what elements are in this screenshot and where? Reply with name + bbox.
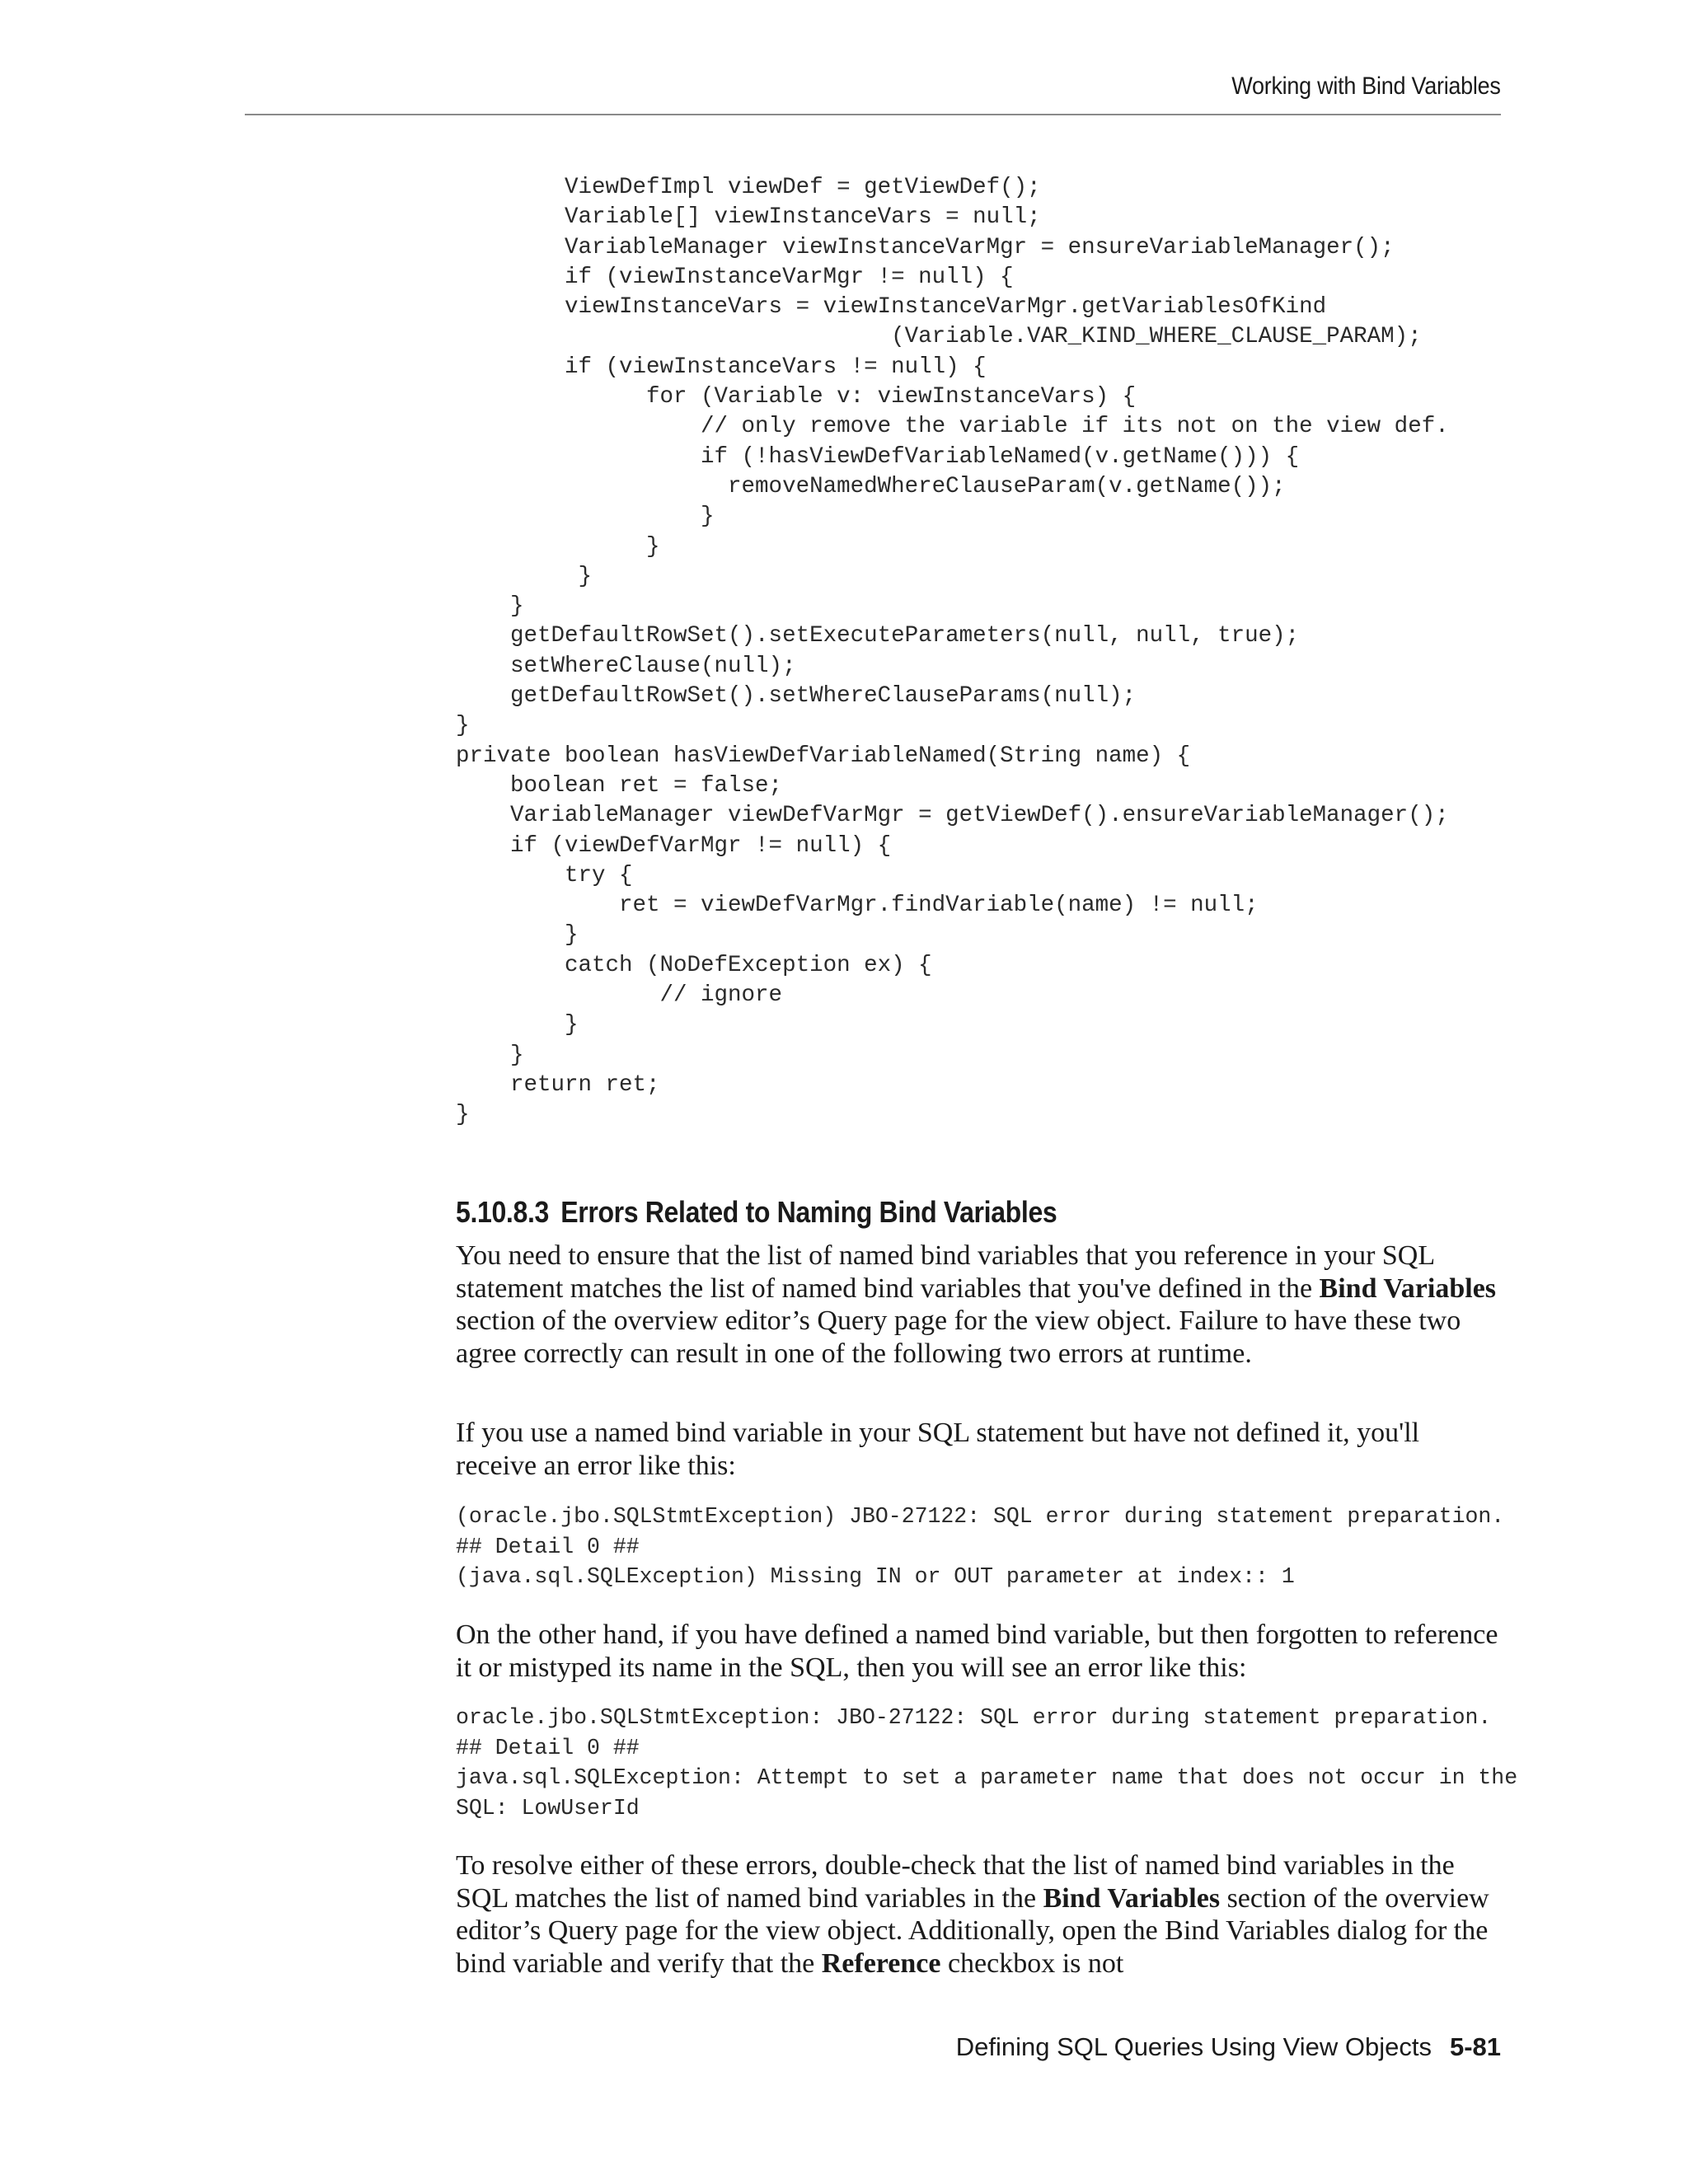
code-line: } (456, 504, 715, 530)
paragraph-text: You need to ensure that the list of named bind variables that you reference in your SQL statement matches the list of named bind variables that you've defined in the (456, 1240, 1434, 1304)
code-line: (java.sql.SQLException) Missing IN or OUT parameter at index:: 1 (456, 1564, 1295, 1589)
footer-chapter-title: Defining SQL Queries Using View Objects (955, 2032, 1432, 2061)
paragraph-text: section of the overview editor’s Query page for the view object. Failure to have these two agree correctly can result in one of the following two errors at runtime. (456, 1305, 1461, 1369)
code-line: VariableManager viewInstanceVarMgr = ensureVariableManager(); (456, 234, 1395, 260)
bold-term-bind-variables: Bind Variables (1319, 1272, 1497, 1304)
code-line: catch (NoDefException ex) { (456, 952, 932, 978)
error-example-unknown-parameter (456, 1703, 1517, 1823)
code-line: (Variable.VAR_KIND_WHERE_CLAUSE_PARAM); (456, 324, 1422, 350)
code-line: ## Detail 0 ## (456, 1534, 640, 1559)
code-line: } (456, 1102, 470, 1128)
bold-term-bind-variables: Bind Variables (1043, 1882, 1221, 1914)
code-line: } (456, 533, 660, 560)
code-line: } (456, 1012, 579, 1038)
code-line: ## Detail 0 ## (456, 1735, 640, 1760)
paragraph-resolution (456, 1849, 1503, 1980)
code-line: if (viewInstanceVars != null) { (456, 354, 987, 380)
bold-term-reference: Reference (821, 1947, 941, 1979)
paragraph-undefined-variable: If you use a named bind variable in your SQL statement but have not defined it, you'll receive an error like this: (456, 1418, 1420, 1481)
paragraph-text: To resolve either of these errors, double-check that the list of named bind variables in the SQL matches the list of named bind variables in the (456, 1850, 1455, 1914)
code-line: (oracle.jbo.SQLStmtException) JBO-27122: SQL error during statement preparation. (456, 1504, 1505, 1529)
code-line: getDefaultRowSet().setWhereClauseParams(null); (456, 683, 1137, 710)
code-block (456, 173, 1449, 1131)
code-line: java.sql.SQLException: Attempt to set a parameter name that does not occur in the (456, 1765, 1518, 1790)
code-line: if (!hasViewDefVariableNamed(v.getName())) { (456, 443, 1300, 470)
code-line: SQL: LowUserId (456, 1795, 640, 1821)
code-line: } (456, 713, 470, 739)
code-line: try { (456, 862, 633, 888)
code-line: // ignore (456, 982, 783, 1009)
code-line: } (456, 1042, 524, 1068)
paragraph-text: section of the overview editor’s Query page for the view object. Additionally, open the Bind Variables dialog for the bind variable and verify that the (456, 1882, 1489, 1979)
code-line: } (456, 922, 579, 949)
code-line: removeNamedWhereClauseParam(v.getName()); (456, 473, 1286, 499)
paragraph-naming-requirement (456, 1240, 1503, 1370)
code-line: ret = viewDefVarMgr.findVariable(name) != null; (456, 893, 1259, 919)
paragraph-unreferenced-variable: On the other hand, if you have defined a named bind variable, but then forgotten to reference it or mistyped its name in the SQL, then you will see an error like this: (456, 1619, 1498, 1683)
code-line: // only remove the variable if its not on the view def. (456, 414, 1449, 440)
running-header: Working with Bind Variables (1231, 73, 1501, 100)
code-line: viewInstanceVars = viewInstanceVarMgr.getVariablesOfKind (456, 294, 1327, 321)
code-line: Variable[] viewInstanceVars = null; (456, 204, 1041, 231)
code-line: getDefaultRowSet().setExecuteParameters(null, null, true); (456, 623, 1300, 649)
code-line: boolean ret = false; (456, 772, 783, 799)
code-line: if (viewInstanceVarMgr != null) { (456, 264, 1014, 290)
code-line: setWhereClause(null); (456, 653, 796, 679)
section-title: Errors Related to Naming Bind Variables (560, 1195, 1057, 1229)
code-line: return ret; (456, 1071, 660, 1098)
code-line: VariableManager viewDefVarMgr = getViewDef().ensureVariableManager(); (456, 803, 1449, 829)
code-line: private boolean hasViewDefVariableNamed(String name) { (456, 743, 1191, 769)
code-line: ViewDefImpl viewDef = getViewDef(); (456, 175, 1041, 200)
paragraph-text: checkbox is not (940, 1947, 1124, 1979)
code-line: for (Variable v: viewInstanceVars) { (456, 384, 1137, 410)
code-line: oracle.jbo.SQLStmtException: JBO-27122: SQL error during statement preparation. (456, 1705, 1492, 1730)
code-line: if (viewDefVarMgr != null) { (456, 832, 892, 859)
code-line: } (456, 563, 593, 589)
section-heading (456, 1195, 1057, 1230)
page-footer (956, 2032, 1501, 2062)
section-number: 5.10.8.3 (456, 1195, 549, 1229)
code-line: } (456, 593, 524, 620)
error-example-missing-parameter (456, 1502, 1504, 1592)
page-number: 5-81 (1449, 2032, 1501, 2061)
header-divider (245, 114, 1501, 115)
